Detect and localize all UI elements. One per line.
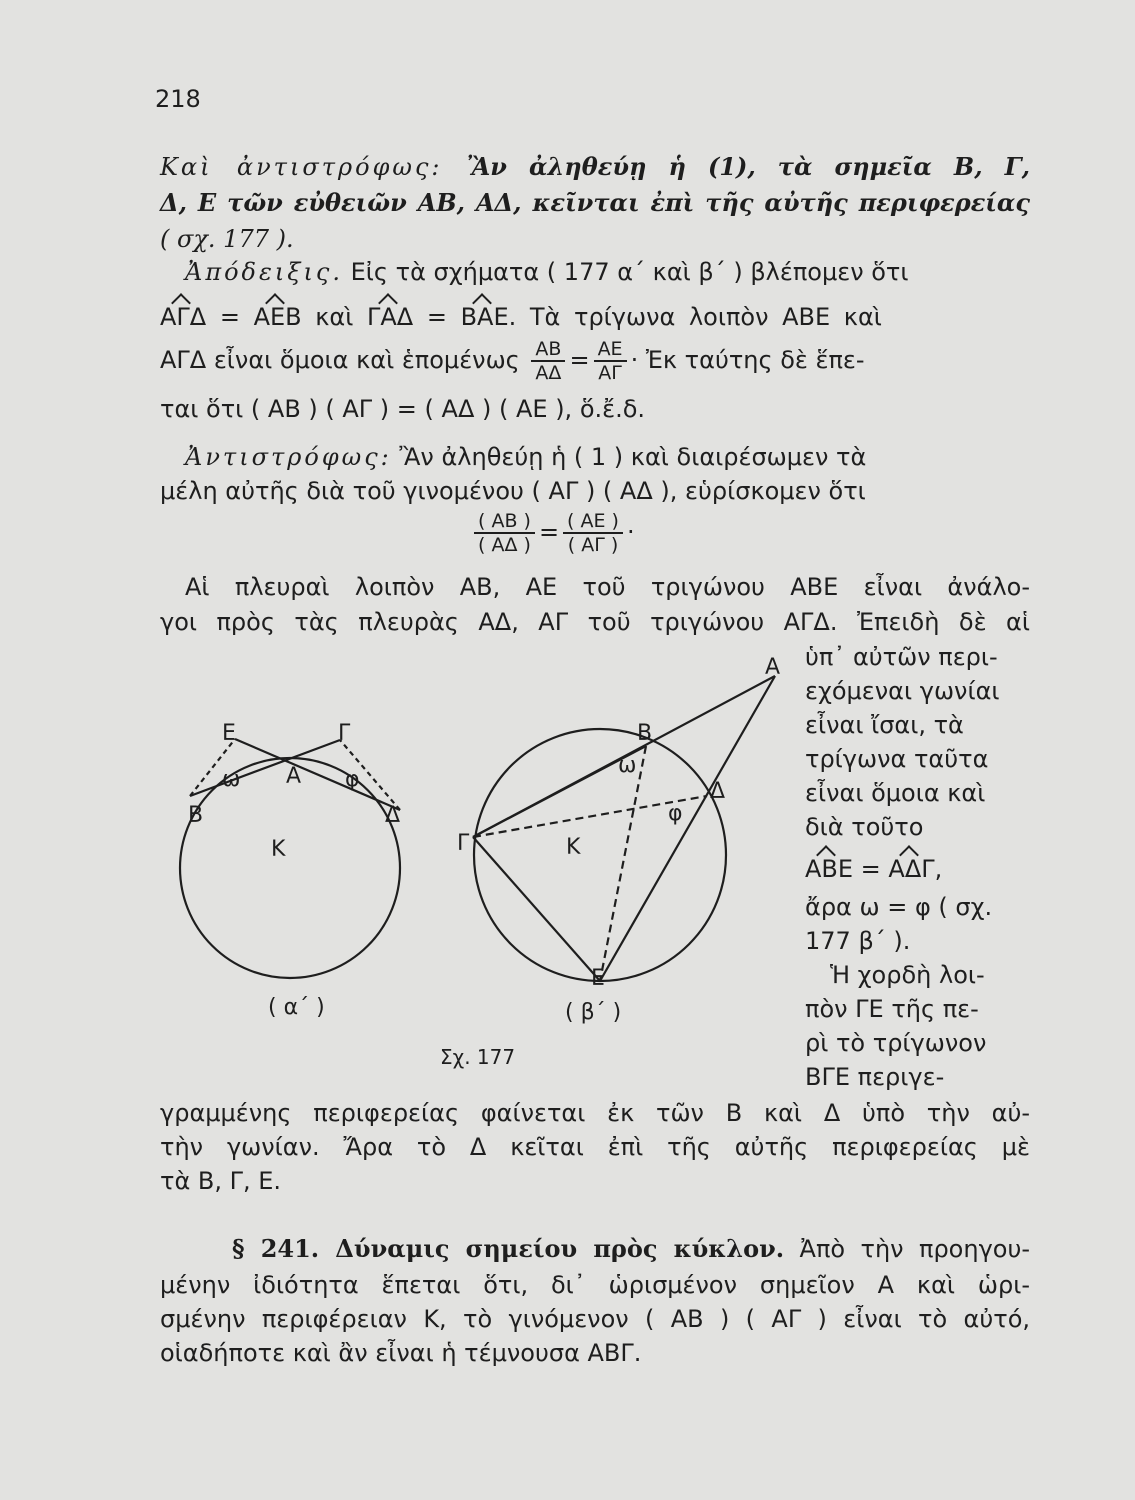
- circle-a: [180, 758, 400, 978]
- side-line13: ΒΓΕ περιγε-: [805, 1063, 945, 1091]
- equals: =: [206, 303, 254, 331]
- side-line9: 177 β΄ ).: [805, 927, 911, 955]
- proof-text: Εἰς τὰ σχήματα ( 177 α΄ καὶ β΄ ) βλέπομεν ὅτι: [343, 258, 909, 286]
- fig-b-label-d: Δ: [710, 779, 726, 804]
- sides-text: γοι πρὸς τὰς πλευρὰς ΑΔ, ΑΓ τοῦ τριγώνου ΑΓΔ. Ἐπειδὴ δὲ αἱ: [160, 608, 1030, 636]
- fig-b-label-b: Β: [637, 721, 653, 746]
- fraction-den: ΑΓ: [598, 362, 622, 384]
- converse-proof-label: Ἀντιστρόφως:: [185, 443, 392, 471]
- angle-bae: ΒΑΕ: [461, 300, 509, 334]
- conclusion-text: τὴν γωνίαν. Ἄρα τὸ Δ κεῖται ἐπὶ τῆς αὐτῆς περιφερείας μὲ: [160, 1133, 1030, 1161]
- section-text: οἱαδήποτε καὶ ἂν εἶναι ἡ τέμνουσα ΑΒΓ.: [160, 1339, 642, 1367]
- conclusion-line1: [160, 1096, 1030, 1130]
- section-title: Δύναμις σημείου πρὸς κύκλον.: [319, 1234, 785, 1263]
- comma: ,: [934, 855, 943, 883]
- proof-text: · Ἐκ ταύτης δὲ ἕπε-: [630, 346, 865, 374]
- side-line3: εἶναι ἴσαι, τὰ: [805, 711, 964, 739]
- side-line2: εχόμεναι γωνίαι: [805, 677, 1000, 705]
- converse-text: Ἂν ἀληθεύῃ ἡ ( 1 ) καὶ διαιρέσωμεν τὰ: [391, 443, 867, 471]
- angle-aeb: ΑΕΒ: [254, 300, 302, 334]
- section-text: σμένην περιφέρειαν Κ, τὸ γινόμενον ( ΑΒ ) ( ΑΓ ) εἶναι τὸ αὐτό,: [160, 1305, 1030, 1333]
- angle-abe: ΑΒΕ: [805, 852, 853, 886]
- and-word: καὶ: [301, 303, 367, 331]
- page-number: 218: [155, 85, 201, 113]
- fraction-num: ΑΒ: [531, 338, 565, 362]
- figure-caption: Σχ. 177: [440, 1045, 516, 1069]
- fig-b-label-k: Κ: [566, 835, 581, 860]
- equals: =: [569, 346, 590, 374]
- section-line2: [160, 1268, 1030, 1302]
- fig-a-label-d: Δ: [385, 803, 401, 828]
- side-line8: ἄρα ω = φ ( σχ.: [805, 893, 993, 921]
- section-line3: [160, 1302, 1030, 1336]
- sides-text: Αἱ πλευραὶ λοιπὸν ΑΒ, ΑΕ τοῦ τριγώνου ΑΒΕ εἶναι ἀνάλο-: [185, 573, 1030, 601]
- side-line4: τρίγωνα ταῦτα: [805, 745, 989, 773]
- proof-label: Ἀπόδειξις.: [185, 258, 343, 286]
- fig-a-label-e: Ε: [222, 721, 236, 746]
- section-line1: [232, 1232, 1030, 1266]
- fig-a-label-b: Β: [188, 803, 204, 828]
- side-line6: διὰ τοῦτο: [805, 813, 924, 841]
- fig-b-label-g: Γ: [457, 831, 470, 856]
- angle-agd: ΑΓΔ: [160, 300, 206, 334]
- fraction-den: ΑΔ: [535, 362, 562, 384]
- fig-b-caption: ( β΄ ): [565, 1000, 622, 1025]
- section-line4: [160, 1336, 1030, 1370]
- fraction-num: ΑΕ: [594, 338, 627, 362]
- converse-text: μέλη αὐτῆς διὰ τοῦ γινομένου ( ΑΓ ) ( ΑΔ ), εὑρίσκομεν ὅτι: [160, 477, 866, 505]
- line-e-d: [235, 739, 400, 810]
- fig-b-label-omega: ω: [618, 753, 637, 778]
- fig-a-label-k: Κ: [271, 837, 286, 862]
- fig-b-label-a: Α: [765, 655, 781, 680]
- side-line10: Ἡ χορδὴ λοι-: [830, 961, 985, 989]
- angle-adg: ΑΔΓ: [888, 852, 934, 886]
- circle-b: [474, 729, 726, 981]
- side-line1: ὑπ᾽ αὐτῶν περι-: [805, 643, 998, 671]
- fig-b-label-e: Ε: [591, 966, 605, 991]
- fig-a-caption: ( α΄ ): [268, 995, 325, 1020]
- line-g-e: [473, 837, 600, 981]
- converse-statement-cont: Δ, Ε τῶν εὐθειῶν ΑΒ, ΑΔ, κεῖνται ἐπὶ τῆς αὐτῆς περιφερείας: [160, 188, 1030, 217]
- fraction-den: ( ΑΓ ): [567, 534, 619, 556]
- fraction-num: ( ΑΒ ): [474, 510, 535, 534]
- equals: =: [538, 518, 560, 546]
- side-line12: ρὶ τὸ τρίγωνον: [805, 1029, 987, 1057]
- section-text: Ἀπὸ τὴν προηγου-: [784, 1235, 1031, 1263]
- fig-a-label-a: Α: [286, 764, 302, 789]
- formula-end: ·: [626, 518, 635, 546]
- fig-a-label-g: Γ: [338, 721, 351, 746]
- figure-reference: ( σχ. 177 ).: [160, 225, 294, 253]
- converse-statement: Ἂν ἀληθεύῃ ἡ (1), τὰ σημεῖα Β, Γ,: [466, 152, 1030, 181]
- conclusion-text: γραμμένης περιφερείας φαίνεται ἐκ τῶν Β καὶ Δ ὑπὸ τὴν αὐ-: [160, 1099, 1030, 1127]
- side-line5: εἶναι ὅμοια καὶ: [805, 779, 986, 807]
- proof-text: ΑΓΔ εἶναι ὅμοια καὶ ἑπομένως: [160, 346, 520, 374]
- fig-b-label-phi: φ: [668, 801, 683, 826]
- side-line11: πὸν ΓΕ τῆς πε-: [805, 995, 979, 1023]
- dashed-b-e: [600, 746, 646, 981]
- converse-label: Καὶ ἀντιστρόφως:: [160, 153, 467, 181]
- section-text: μένην ἰδιότητα ἕπεται ὅτι, δι᾽ ὡρισμένον σημεῖον Α καὶ ὡρι-: [160, 1271, 1030, 1299]
- line-g-b: [190, 740, 340, 796]
- section-number: § 241.: [232, 1234, 320, 1263]
- proof-conclusion: ται ὅτι ( ΑΒ ) ( ΑΓ ) = ( ΑΔ ) ( ΑΕ ), ὅ.ἔ.δ.: [160, 395, 646, 423]
- conclusion-line2: [160, 1130, 1030, 1164]
- fraction-num: ( ΑΕ ): [563, 510, 623, 534]
- proof-text: . Τὰ τρίγωνα λοιπὸν ΑΒΕ καὶ: [508, 303, 882, 331]
- fig-a-label-omega: ω: [222, 767, 241, 792]
- fraction-den: ( ΑΔ ): [478, 534, 531, 556]
- conclusion-text: τὰ Β, Γ, Ε.: [160, 1167, 282, 1195]
- equals: =: [853, 855, 889, 883]
- fig-a-label-phi: φ: [345, 767, 360, 792]
- conclusion-line3: [160, 1164, 1030, 1198]
- equals: =: [413, 303, 461, 331]
- angle-gad: ΓΑΔ: [367, 300, 413, 334]
